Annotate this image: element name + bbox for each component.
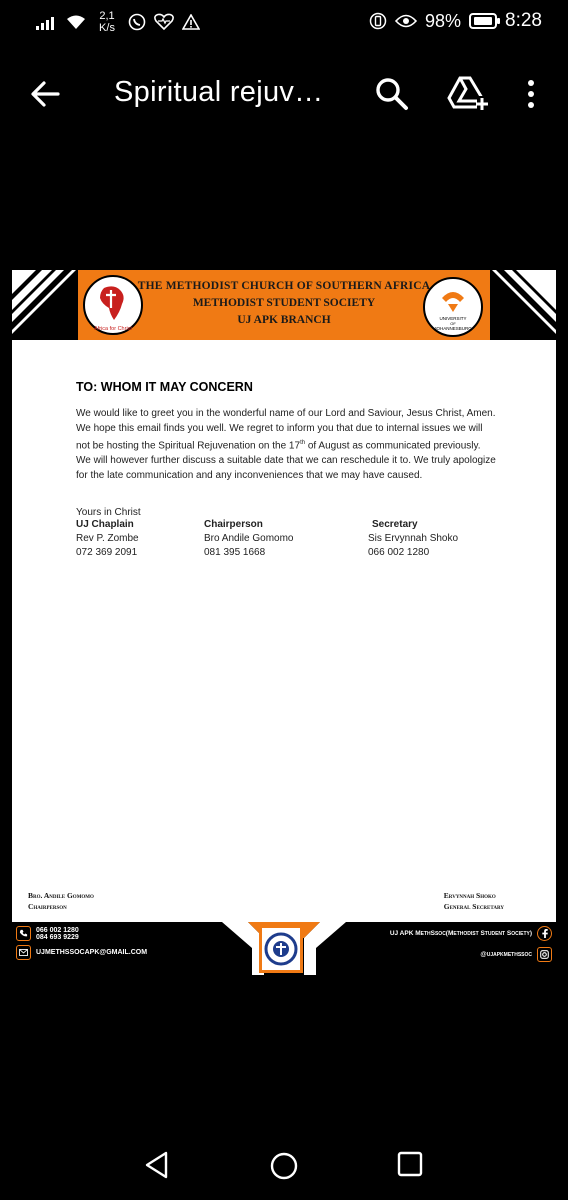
signatory-phone: 081 395 1668 [204, 547, 266, 559]
footer-facebook-row [390, 926, 552, 941]
footer-secretary-name: Ervynnah Shoko [443, 891, 496, 900]
university-of-johannesburg-logo [422, 276, 484, 338]
footer-chair-title: Chairperson [28, 902, 67, 911]
mail-icon [16, 945, 31, 960]
battery-icon [469, 13, 497, 29]
vibrate-icon [369, 12, 387, 30]
phone-icon [16, 926, 31, 941]
signatory-chairperson [204, 518, 294, 560]
instagram-icon [537, 947, 552, 962]
signatory-chaplain [76, 518, 139, 560]
signatory-name: Rev P. Zombe [76, 533, 139, 545]
footer-contacts [16, 926, 147, 960]
net-speed [94, 10, 120, 34]
status-right-icons [369, 10, 542, 32]
signatory-phone: 072 369 2091 [76, 547, 138, 559]
eye-comfort-icon [395, 13, 417, 29]
uj-logo-text-2: OF [450, 321, 456, 326]
closing-salutation: Yours in Christ [76, 507, 141, 519]
nav-home-icon[interactable] [268, 1150, 300, 1182]
letter-body [76, 380, 496, 562]
navigation-bar [0, 1130, 568, 1200]
back-arrow-icon[interactable] [26, 74, 66, 114]
letterhead-text [134, 278, 434, 329]
footer-social [390, 926, 552, 962]
footer-phone-2: 084 693 9229 [36, 933, 79, 941]
recipient-line: TO: WHOM IT MAY CONCERN [76, 380, 253, 394]
document-title: Spiritual rejuv… [114, 76, 324, 108]
church-name: THE METHODIST CHURCH OF SOUTHERN AFRICA [137, 280, 431, 292]
app-bar [0, 56, 568, 132]
methsoc-badge-logo [259, 925, 303, 973]
footer-chairperson [28, 890, 94, 912]
footer-email-row [16, 945, 147, 960]
footer-chair-name: Bro. Andile Gomomo [28, 891, 94, 900]
signatory-role: UJ Chaplain [76, 519, 134, 531]
date-superscript: th [300, 440, 306, 446]
signatory-name: Sis Ervynnah Shoko [368, 533, 459, 545]
drive-add-icon[interactable] [446, 74, 488, 114]
footer-phone-1: 066 002 1280 [36, 926, 79, 934]
africa-logo-text: Africa for Christ [94, 326, 132, 332]
warning-icon [182, 14, 200, 30]
footer-phone-row [16, 926, 147, 941]
uj-logo-text-3: JOHANNESBURG [434, 326, 472, 331]
society-name: METHODIST STUDENT SOCIETY [192, 297, 376, 309]
letter-paragraph [76, 406, 496, 483]
document-page[interactable] [12, 270, 556, 975]
battery-percent: 98% [424, 10, 462, 31]
footer-secretary [444, 890, 504, 912]
clock: 8:28 [505, 10, 542, 31]
status-bar [0, 0, 568, 46]
facebook-icon [537, 926, 552, 941]
net-speed-value: 2,1 [99, 10, 115, 22]
footer-facebook: UJ APK MethSsoc(Methodist Student Society) [389, 930, 532, 937]
footer-secretary-title: General Secretary [443, 902, 504, 911]
wifi-icon [66, 14, 86, 30]
footer-instagram: @ujapkmethssoc [480, 951, 532, 958]
signatory-columns [76, 518, 496, 562]
status-left-icons [36, 10, 200, 34]
paragraph-part-2: of August as communicated previously. We will however further discuss a suitable date that we can reschedule it to. We truly apologize for the late communication and any inconveniences that we may have caused. [76, 440, 496, 482]
signatory-name: Bro Andile Gomomo [204, 533, 294, 545]
branch-name: UJ APK BRANCH [237, 314, 331, 326]
search-icon[interactable] [372, 74, 412, 114]
africa-for-christ-logo [82, 274, 144, 336]
health-heart-icon [154, 13, 174, 31]
nav-back-icon[interactable] [142, 1150, 172, 1180]
cell-signal-icon [36, 14, 58, 30]
footer-instagram-row [390, 947, 552, 962]
footer-email: UJMETHSSOCAPK@GMAIL.COM [36, 949, 148, 956]
signatory-phone: 066 002 1280 [368, 547, 430, 559]
signatory-role: Secretary [372, 519, 418, 531]
signatory-secretary [368, 518, 458, 560]
whatsapp-icon [128, 13, 146, 31]
uj-logo-text-1: UNIVERSITY [439, 316, 467, 321]
paragraph-part-1: We would like to greet you in the wonderful name of our Lord and Saviour, Jesus Christ, Amen. We hope this email finds you well. We regret to inform you that due to internal issues we will not be hosting the Spiritual Rejuvenation on the 17 [76, 408, 496, 452]
more-vert-icon[interactable] [516, 74, 546, 114]
signatory-role: Chairperson [204, 519, 263, 531]
nav-recents-icon[interactable] [396, 1150, 424, 1178]
net-speed-unit: K/s [99, 22, 115, 34]
